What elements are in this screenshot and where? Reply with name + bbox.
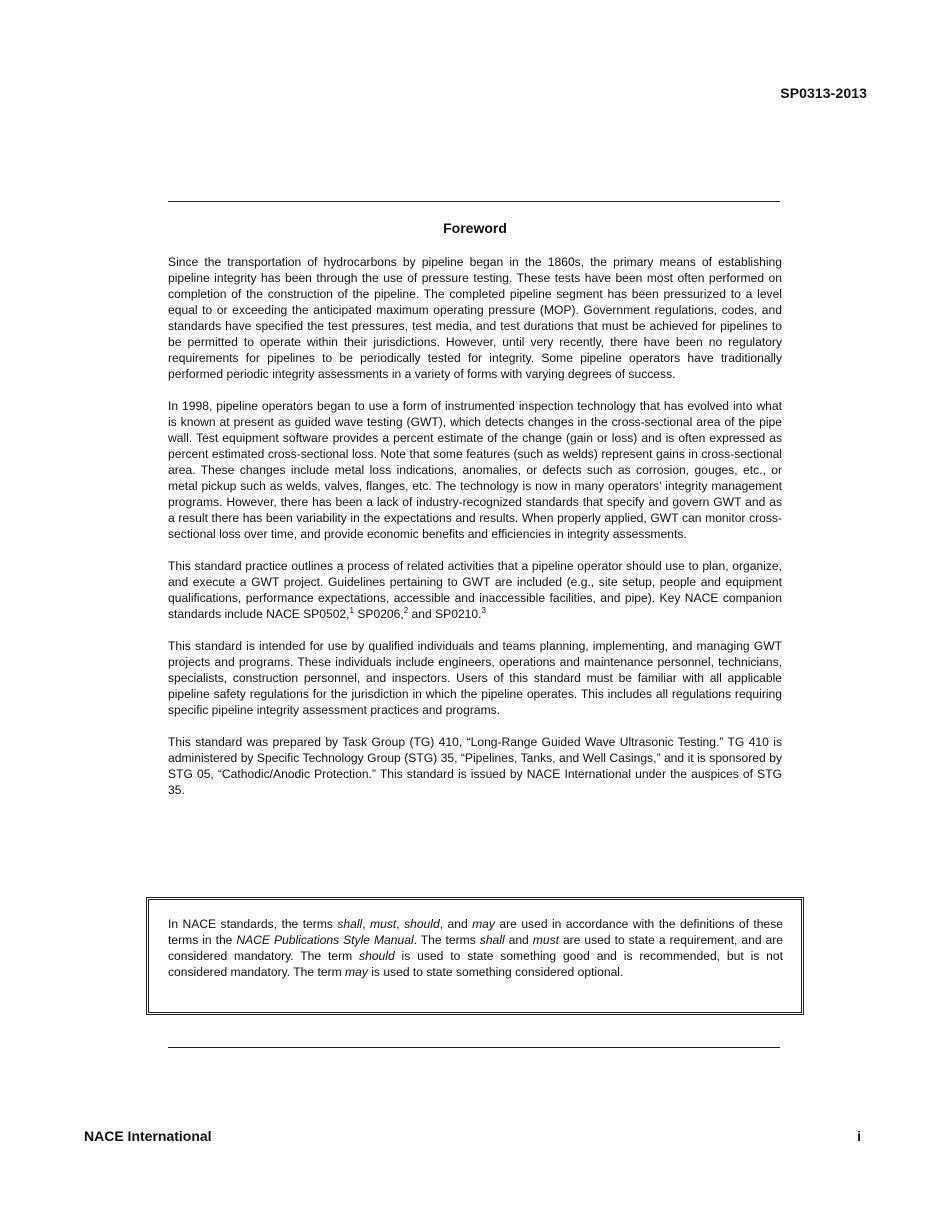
foreword-paragraph-4: This standard is intended for use by qualified individuals and teams planning, implementing, and managing GWT projects and programs. These individuals include engineers, operations and maintenance personnel, technicians, specialists, construction personnel, and inspectors. Users of this standard must be familiar with all applicable pipeline safety regulations for the jurisdiction in which the pipeline operates. This includes all regulations requiring specific pipeline integrity assessment practices and programs.: [168, 639, 782, 717]
term-may: may: [472, 917, 495, 931]
reference-superscript-2: 2: [403, 606, 409, 615]
paragraph-3-text-2: SP0206,: [353, 607, 404, 621]
notice-text-segment: is used to state something considered optional.: [367, 965, 624, 979]
top-divider: [168, 201, 780, 202]
notice-text-segment: In NACE standards, the terms: [168, 917, 338, 931]
foreword-paragraph-1: Since the transportation of hydrocarbons by pipeline began in the 1860s, the primary means of establishing pipeline integrity has been through the use of pressure testing. These tests have been most often performed on completion of the construction of the pipeline. The completed pipeline segment has been pressurized to a level equal to or exceeding the anticipated maximum operating pressure (MOP). Government regulations, codes, and standards have specified the test pressures, test media, and test durations that must be achieved for pipelines to be permitted to operate within their jurisdictions. However, until very recently, there have been no regulatory requirements for pipelines to be periodically tested for integrity. Some pipeline operators have traditionally performed periodic integrity assessments in a variety of forms with varying degrees of success.: [168, 255, 782, 381]
notice-text-segment: . The terms: [413, 933, 480, 947]
document-id: SP0313-2013: [780, 85, 867, 101]
notice-text-segment: are used to state a requirement, and are considered mandatory. The term: [168, 933, 784, 963]
style-manual-title: NACE Publications Style Manual: [236, 933, 414, 947]
term-should: should: [359, 949, 395, 963]
reference-superscript-1: 1: [349, 606, 354, 615]
reference-superscript-3: 3: [481, 606, 486, 615]
paragraph-3-text: This standard practice outlines a process of related activities that a pipeline operator should use to plan, organize, and execute a GWT project. Guidelines pertaining to GWT are included (e.g., site setup, people and equipment qualifications, performance expectations, accessible and inaccessible facilities, and pipe). Key NACE companion standards include NACE SP0502,: [168, 559, 782, 621]
foreword-paragraph-2: In 1998, pipeline operators began to use a form of instrumented inspection technology that has evolved into what is known at present as guided wave testing (GWT), which detects changes in the cross-sectional area of the pipe wall. Test equipment software provides a percent estimate of the change (gain or loss) and is often expressed as percent estimated cross-sectional loss. Note that some features (such as welds) represent gains in cross-sectional area. These changes include metal loss indications, anomalies, or defects such as corrosion, gouges, etc., or metal pickup such as welds, valves, flanges, etc. The technology is now in many operators’ integrity management programs. However, there has been a lack of industry-recognized standards that specify and govern GWT and as a result there has been variability in the expectations and results. When properly applied, GWT can monitor cross-sectional loss over time, and provide economic benefits and efficiencies in integrity assessments.: [168, 399, 782, 541]
notice-text-segment: and: [504, 933, 533, 947]
term-may: may: [345, 965, 368, 979]
foreword-paragraph-3: [168, 558, 782, 622]
notice-text-segment: is used to state something good and is recommended, but is not considered mandatory. The term: [168, 949, 783, 979]
terminology-notice-text: [168, 916, 783, 980]
page-number: i: [857, 1128, 861, 1144]
notice-text-segment: ,: [362, 917, 371, 931]
term-shall: shall: [479, 933, 505, 947]
bottom-divider: [168, 1047, 780, 1048]
foreword-body: [168, 254, 782, 814]
term-must: must: [370, 917, 397, 931]
term-should: should: [404, 917, 440, 931]
foreword-paragraph-5: This standard was prepared by Task Group (TG) 410, “Long-Range Guided Wave Ultrasonic Testing.” TG 410 is administered by Specific Technology Group (STG) 35, “Pipelines, Tanks, and Well Casings,” and it is sponsored by STG 05, “Cathodic/Anodic Protection.” This standard is issued by NACE International under the auspices of STG 35.: [168, 735, 782, 797]
footer-organization: NACE International: [84, 1128, 212, 1144]
term-shall: shall: [337, 917, 363, 931]
term-must: must: [532, 933, 559, 947]
notice-text-segment: , and: [439, 917, 473, 931]
terminology-notice-box: [146, 897, 804, 1015]
notice-text-segment: ,: [396, 917, 405, 931]
notice-text-segment: are used in accordance with the definitions of these terms in the: [168, 917, 783, 947]
foreword-title: Foreword: [443, 220, 507, 236]
paragraph-3-text-3: and SP0210.: [408, 607, 482, 621]
